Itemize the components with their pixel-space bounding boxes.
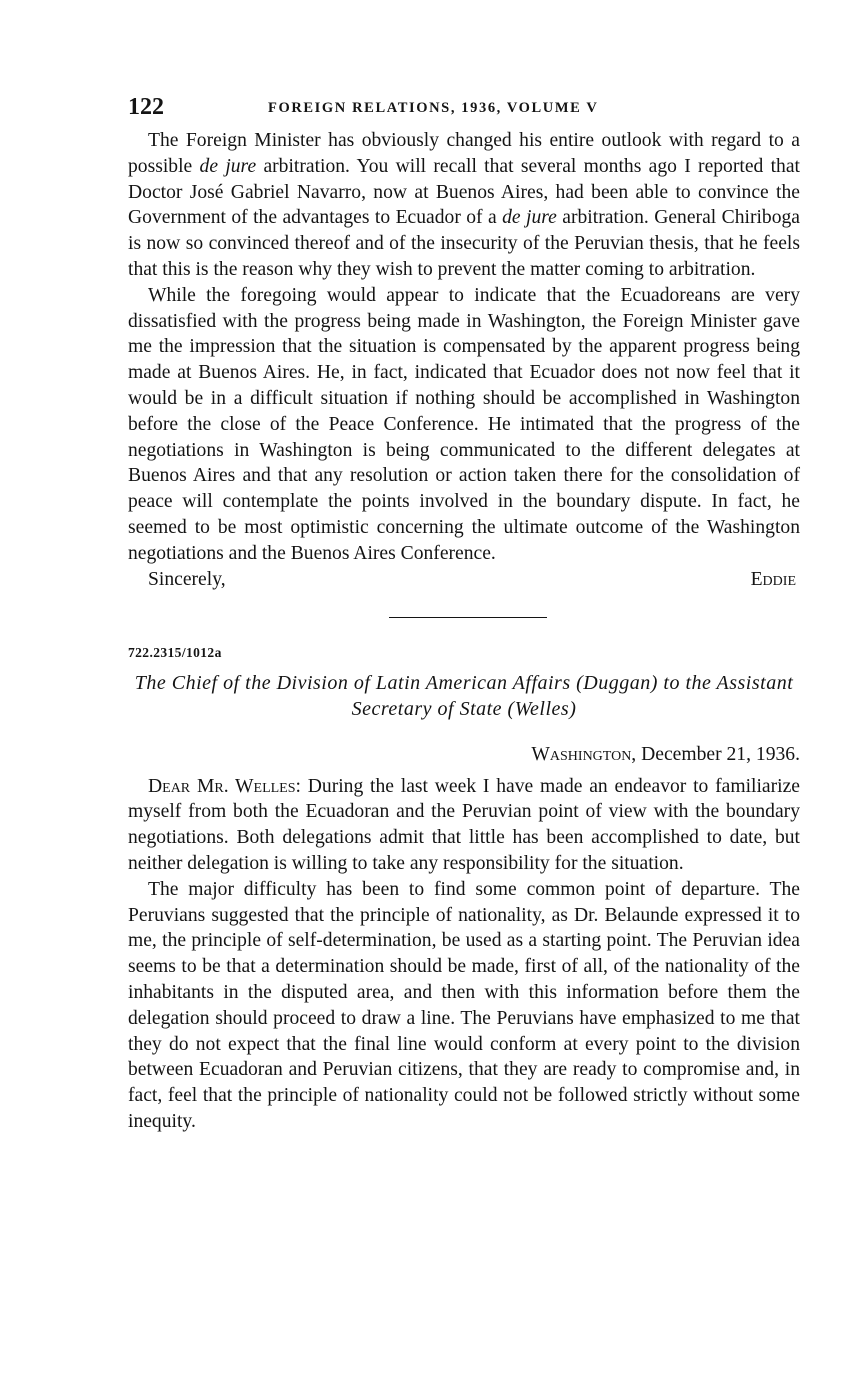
- section-divider: [389, 617, 547, 618]
- page-number: 122: [128, 94, 164, 120]
- memo-paragraph-1-text: During the last week I have made an endeavor to familiarize myself from both the Ecuadoran and the Peruvian point of view with the boundary negotiations. Both delegations admit that little has been accomplished to date, but neither delegation is willing to take any responsibility for the situation.: [128, 775, 800, 874]
- running-head: [128, 92, 800, 126]
- letter-paragraph-1-text-b: arbitration. You will recall that several months ago I reported that Doctor José Gabriel Navarro, now at Buenos Aires, had been able to convince the Government of the advantages to Ecuador of a: [128, 155, 800, 229]
- dateline: [128, 742, 800, 768]
- letter-paragraph-1: [128, 128, 800, 283]
- letter-paragraph-1-text-c: arbitration. General Chiriboga is now so convinced thereof and of the insecurity of the Peruvian thesis, that he feels that this is the reason why they wish to prevent the matter coming to arbitration.: [128, 207, 801, 280]
- running-head-title: FOREIGN RELATIONS, 1936, VOLUME V: [268, 100, 599, 116]
- dateline-date: December 21, 1936.: [636, 743, 800, 765]
- document-title: The Chief of the Division of Latin American Affairs (Duggan) to the Assistant Secretary of State (Welles): [134, 671, 794, 720]
- letter-paragraph-2: While the foregoing would appear to indicate that the Ecuadoreans are very dissatisfied with the progress being made in Washington, the Foreign Minister gave me the impression that the situation is compensated by the apparent progress being made at Buenos Aires. He, in fact, indicated that Ecuador does not now feel that it would be in a difficult situation if nothing should be accomplished in Washington before the close of the Peace Conference. He intimated that the progress of the negotiations in Washington is being communicated to the different delegates at Buenos Aires and that any resolution or action taken there for the consolidation of peace will contemplate the points involved in the boundary dispute. In fact, he seemed to be most optimistic concerning the ultimate outcome of the Washington negotiations and the Buenos Aires Conference.: [128, 284, 800, 564]
- signature: Eddie: [750, 568, 796, 590]
- page: [128, 92, 800, 1135]
- letter-continuation: [128, 128, 800, 593]
- memo-paragraph-2: The major difficulty has been to find some common point of departure. The Peruvians suggested that the principle of nationality, as Dr. Belaunde expressed it to me, the principle of self-determination, be used as a starting point. The Peruvian idea seems to be that a determination should be made, first of all, of the nationality of the inhabitants in the disputed area, and then with this information before them the delegation should proceed to draw a line. The Peruvians have emphasized to me that they do not expect that the final line would conform at every point to the division between Ecuadoran and Peruvian citizens, that they are ready to compromise and, in fact, feel that the principle of nationality could not be followed strictly without some inequity.: [128, 878, 800, 1132]
- salutation: Dear Mr. Welles:: [148, 775, 301, 797]
- closing: Sincerely,: [148, 568, 226, 590]
- letter-paragraph-1-text-a: The Foreign Minister has obviously changed his entire outlook with regard to a possible: [128, 130, 800, 177]
- file-number: 722.2315/1012a: [128, 644, 222, 660]
- closing-row: [128, 567, 800, 593]
- dateline-place: Washington,: [531, 743, 637, 765]
- de-jure-term: de jure: [199, 155, 257, 177]
- de-jure-term: de jure: [502, 207, 557, 229]
- memo-body: [128, 774, 800, 1135]
- memo-paragraph-1: [128, 774, 800, 877]
